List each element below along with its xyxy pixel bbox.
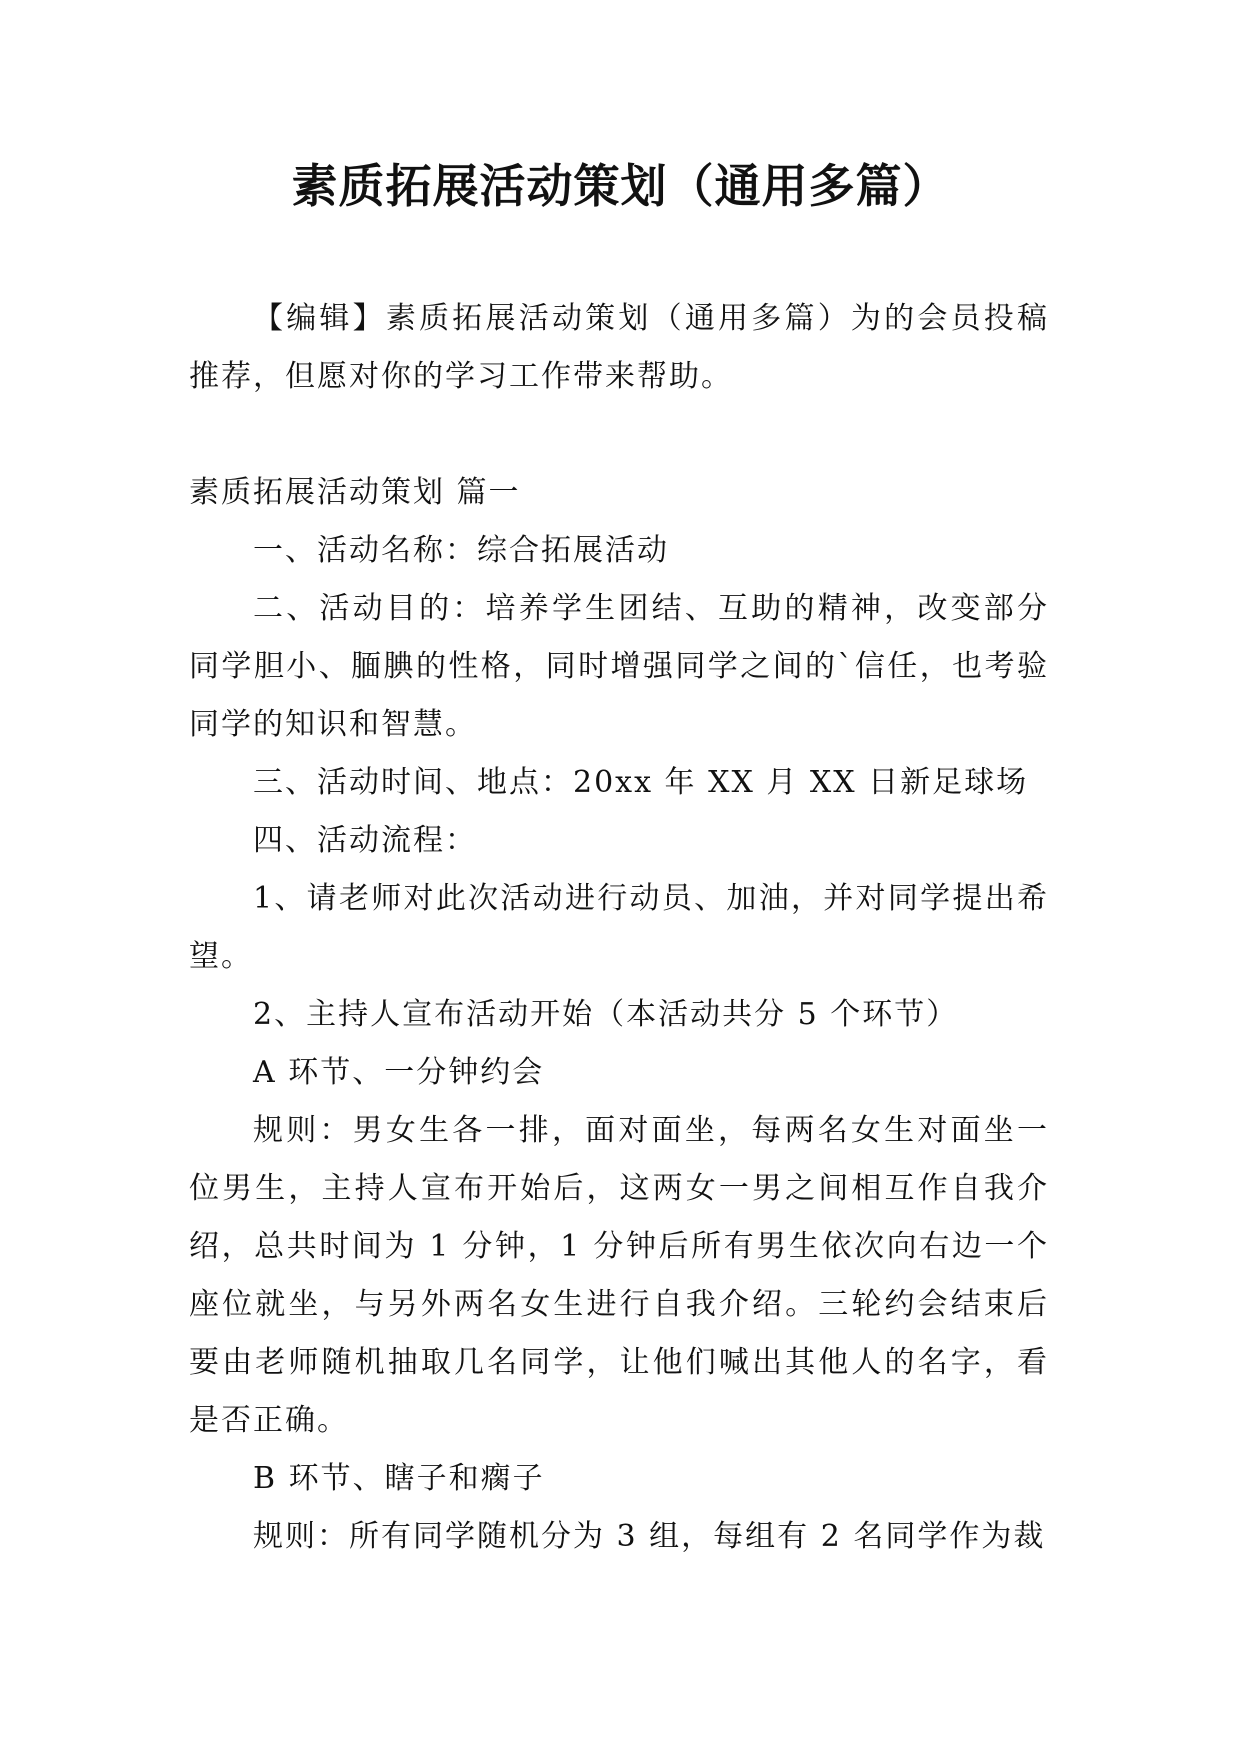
paragraph-time-location: 三、活动时间、地点：20xx 年 XX 月 XX 日新足球场 bbox=[253, 765, 1029, 800]
paragraph-process-heading: 四、活动流程： bbox=[253, 823, 477, 858]
document-title: 素质拓展活动策划（通用多篇） bbox=[291, 159, 950, 213]
paragraph-step-1: 1、请老师对此次活动进行动员、加油，并对同学提出希望。 bbox=[189, 881, 1049, 974]
paragraph-step-2: 2、主持人宣布活动开始（本活动共分 5 个环节） bbox=[253, 997, 959, 1032]
section-heading: 素质拓展活动策划 篇一 bbox=[189, 475, 521, 510]
paragraph-section-a-rules: 规则：男女生各一排，面对面坐，每两名女生对面坐一位男生，主持人宣布开始后，这两女一男之间相互作自我介绍，总共时间为 1 分钟，1 分钟后所有男生依次向右边一个座位就坐，与另外两名女生进行自我介绍。三轮约会结束后要由老师随机抽取几名同学，让他们喊出其他人的名字，看是否正确。 bbox=[189, 1113, 1049, 1438]
intro-paragraph: 【编辑】素质拓展活动策划（通用多篇）为的会员投稿推荐，但愿对你的学习工作带来帮助。 bbox=[189, 301, 1049, 394]
paragraph-activity-name: 一、活动名称：综合拓展活动 bbox=[253, 533, 669, 568]
paragraph-section-b-rules: 规则：所有同学随机分为 3 组，每组有 2 名同学作为裁 bbox=[253, 1519, 1046, 1554]
paragraph-section-b-title: B 环节、瞎子和瘸子 bbox=[253, 1461, 545, 1496]
document-body bbox=[189, 290, 1049, 1566]
paragraph-activity-purpose: 二、活动目的：培养学生团结、互助的精神，改变部分同学胆小、腼腆的性格，同时增强同学之间的`信任，也考验同学的知识和智慧。 bbox=[189, 591, 1049, 742]
paragraph-section-a-title: A 环节、一分钟约会 bbox=[253, 1055, 545, 1090]
